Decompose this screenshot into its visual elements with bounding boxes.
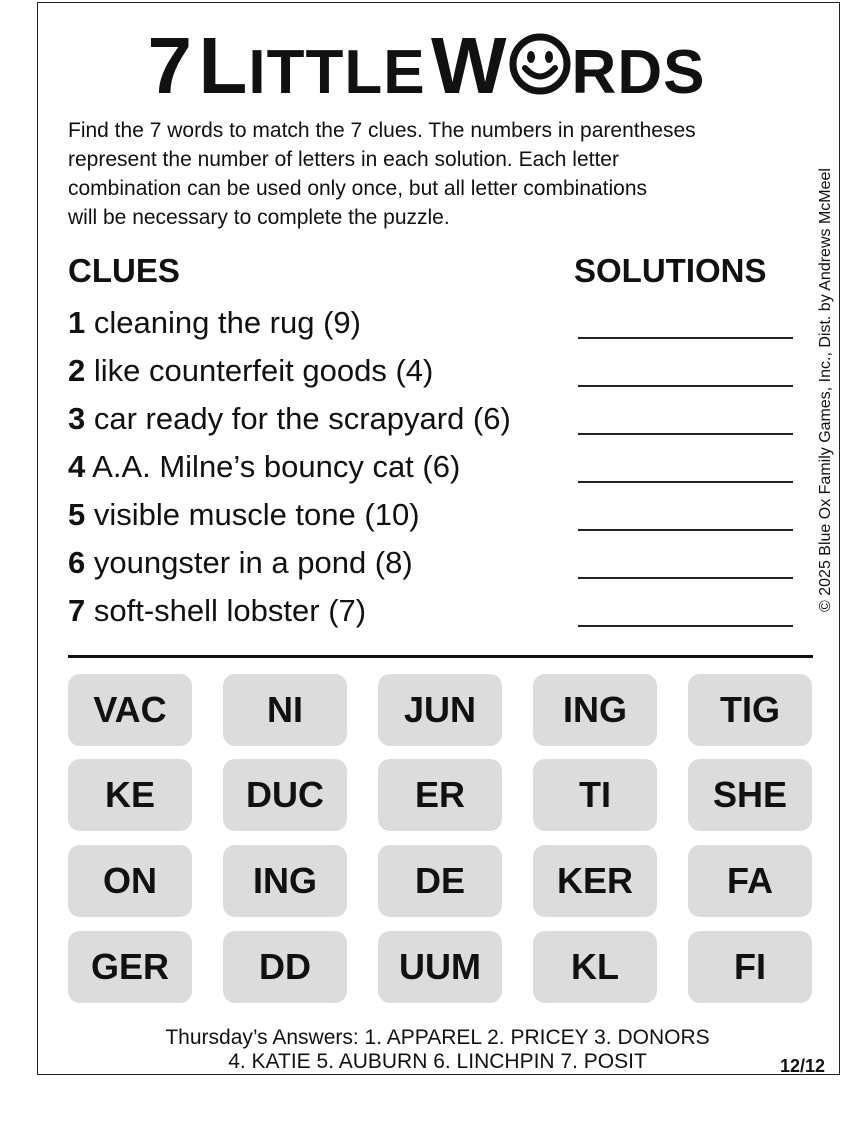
solution-line-6[interactable] bbox=[578, 577, 793, 579]
clue-7: 7 soft-shell lobster (7) bbox=[68, 593, 367, 628]
solution-line-5[interactable] bbox=[578, 529, 793, 531]
solutions-header: SOLUTIONS bbox=[574, 252, 767, 289]
letter-tile[interactable]: KER bbox=[533, 845, 657, 917]
clue-5: 5 visible muscle tone (10) bbox=[68, 497, 420, 532]
clue-1: 1 cleaning the rug (9) bbox=[68, 305, 361, 340]
clue-4: 4 A.A. Milne’s bouncy cat (6) bbox=[68, 449, 461, 484]
letter-tile[interactable]: ING bbox=[533, 674, 657, 746]
letter-tile[interactable]: KE bbox=[68, 759, 192, 831]
clue-2: 2 like counterfeit goods (4) bbox=[68, 353, 434, 388]
letter-tile[interactable]: KL bbox=[533, 931, 657, 1003]
clues-header: CLUES bbox=[68, 252, 180, 289]
letter-tile[interactable]: NI bbox=[223, 674, 347, 746]
letter-tile[interactable]: DD bbox=[223, 931, 347, 1003]
solution-line-4[interactable] bbox=[578, 481, 793, 483]
solution-line-2[interactable] bbox=[578, 385, 793, 387]
puzzle-title: 7 LITTLE W RDS bbox=[147, 21, 706, 110]
divider bbox=[68, 655, 813, 658]
letter-tile[interactable]: ON bbox=[68, 845, 192, 917]
letter-tile[interactable]: VAC bbox=[68, 674, 192, 746]
letter-tile[interactable]: FA bbox=[688, 845, 812, 917]
page-number: 12/12 bbox=[780, 1056, 826, 1076]
letter-tile[interactable]: ER bbox=[378, 759, 502, 831]
letter-tile[interactable]: DUC bbox=[223, 759, 347, 831]
solution-line-1[interactable] bbox=[578, 337, 793, 339]
letter-tile[interactable]: DE bbox=[378, 845, 502, 917]
letter-tile[interactable]: UUM bbox=[378, 931, 502, 1003]
letter-tile[interactable]: GER bbox=[68, 931, 192, 1003]
smiley-icon bbox=[509, 33, 571, 95]
letter-tile[interactable]: TI bbox=[533, 759, 657, 831]
letter-tile[interactable]: ING bbox=[223, 845, 347, 917]
previous-answers: Thursday’s Answers: 1. APPAREL 2. PRICEY 3. DONORS 4. KATIE 5. AUBURN 6. LINCHPIN 7. POSIT bbox=[165, 1026, 710, 1073]
letter-tile[interactable]: SHE bbox=[688, 759, 812, 831]
letter-tile[interactable]: JUN bbox=[378, 674, 502, 746]
clue-3: 3 car ready for the scrapyard (6) bbox=[68, 401, 511, 436]
letter-tile[interactable]: TIG bbox=[688, 674, 812, 746]
instructions: Find the 7 words to match the 7 clues. The numbers in parentheses represent the number of letters in each solution. Each letter combination can be used only once, but all letter combinations will be necessary to complete the puzzle. bbox=[68, 119, 696, 229]
solution-line-3[interactable] bbox=[578, 433, 793, 435]
copyright-notice: © 2025 Blue Ox Family Games, Inc., Dist. by Andrews McMeel bbox=[817, 168, 834, 612]
clue-6: 6 youngster in a pond (8) bbox=[68, 545, 413, 580]
letter-tile[interactable]: FI bbox=[688, 931, 812, 1003]
solution-line-7[interactable] bbox=[578, 625, 793, 627]
